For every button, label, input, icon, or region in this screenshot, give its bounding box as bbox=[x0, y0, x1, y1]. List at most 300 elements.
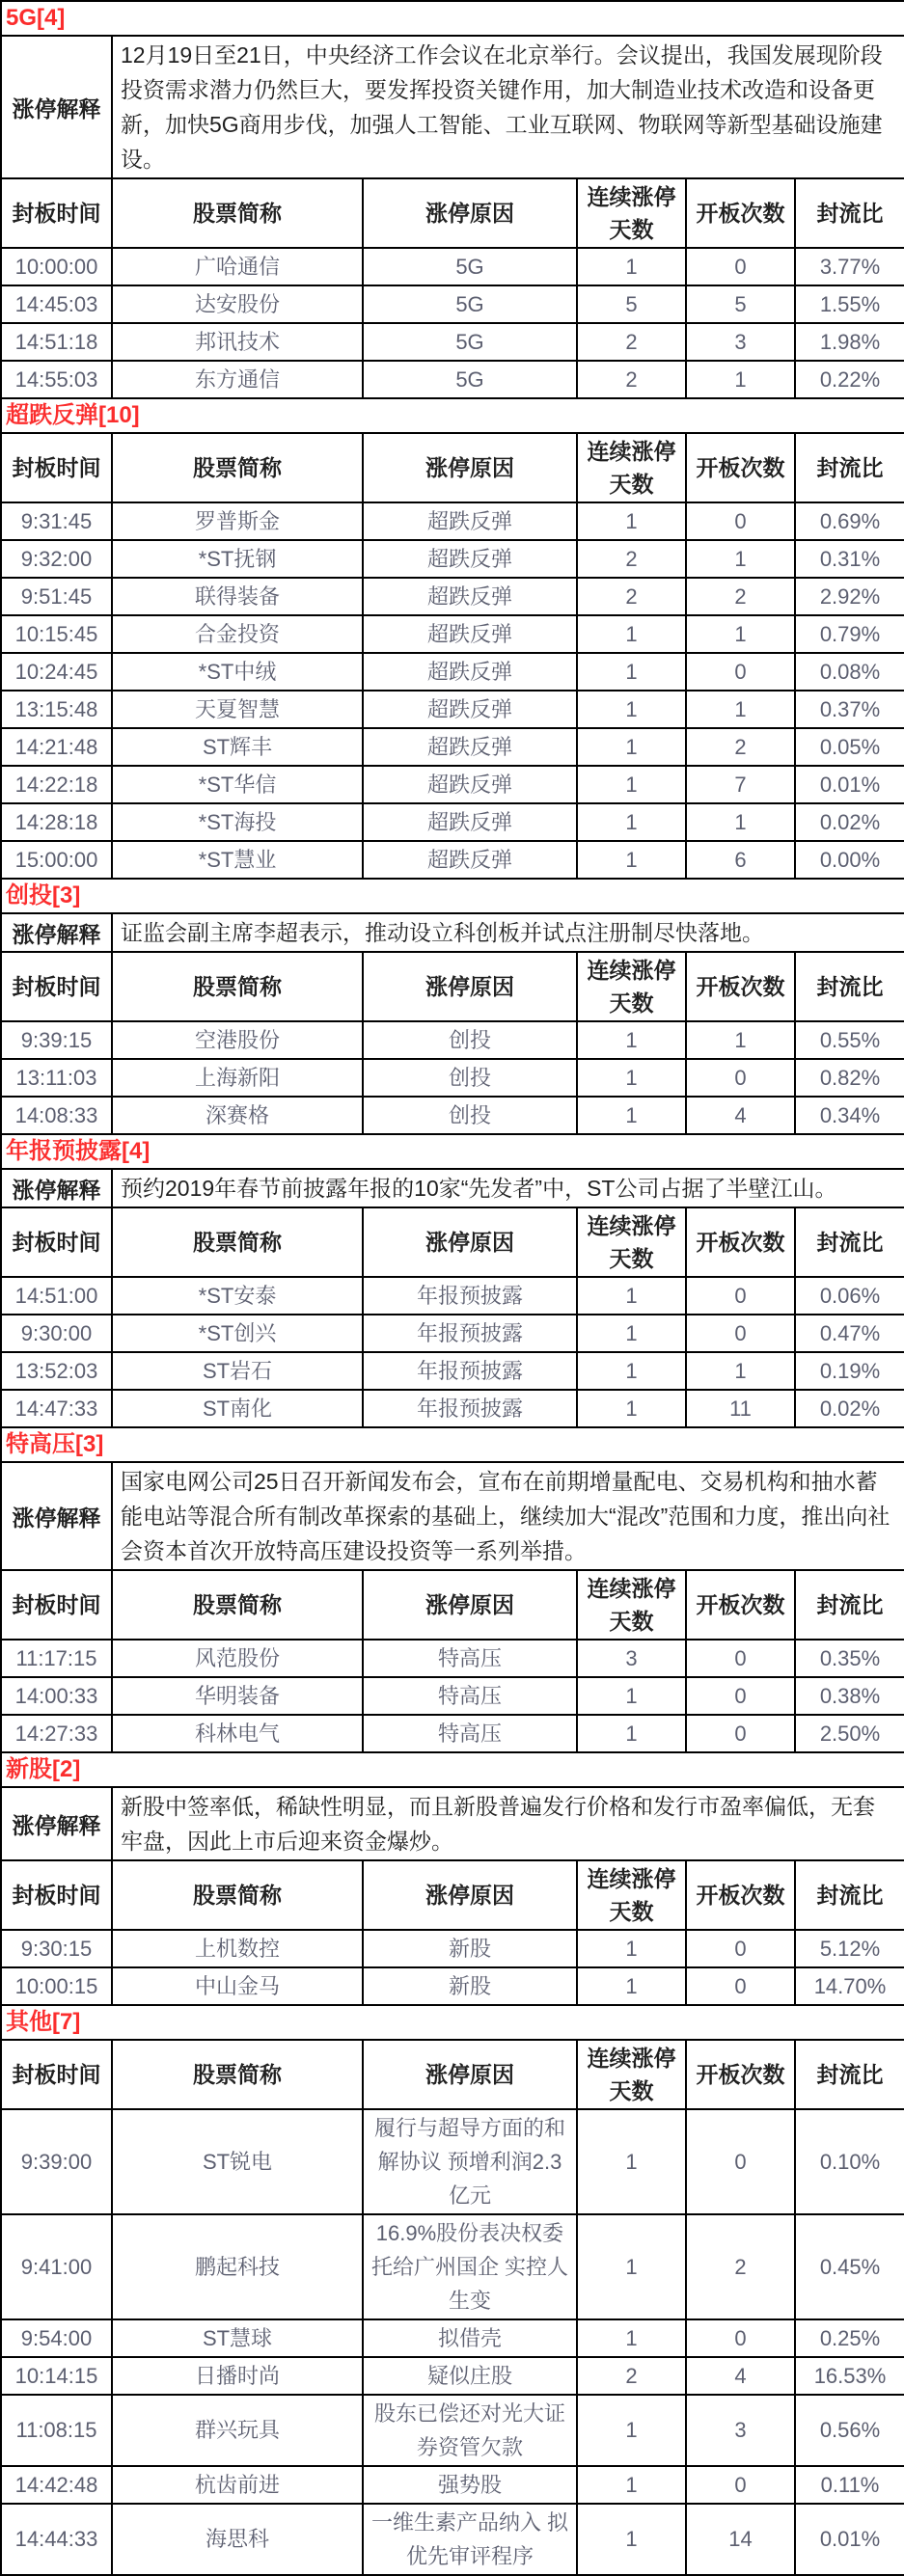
seal-time: 14:44:33 bbox=[1, 2504, 112, 2575]
seal-flow-ratio: 16.53% bbox=[795, 2357, 904, 2395]
consecutive-days: 1 bbox=[577, 248, 686, 285]
open-count: 1 bbox=[686, 1021, 795, 1059]
seal-time: 9:32:00 bbox=[1, 540, 112, 578]
seal-flow-ratio: 0.08% bbox=[795, 653, 904, 691]
consecutive-days: 5 bbox=[577, 285, 686, 323]
stock-name: ST辉丰 bbox=[112, 728, 363, 766]
limit-up-reason: 年报预披露 bbox=[363, 1352, 577, 1390]
consecutive-days: 2 bbox=[577, 323, 686, 361]
explanation-row bbox=[1, 1169, 904, 1207]
consecutive-days: 2 bbox=[577, 540, 686, 578]
section-title-row bbox=[1, 1752, 904, 1787]
seal-time: 14:08:33 bbox=[1, 1097, 112, 1134]
consecutive-days: 2 bbox=[577, 361, 686, 398]
seal-flow-ratio: 0.01% bbox=[795, 766, 904, 803]
column-header: 封流比 bbox=[795, 433, 904, 502]
column-header: 涨停原因 bbox=[363, 2040, 577, 2109]
seal-flow-ratio: 0.55% bbox=[795, 1021, 904, 1059]
explanation-row bbox=[1, 1462, 904, 1570]
seal-time: 9:39:15 bbox=[1, 1021, 112, 1059]
column-header: 连续涨停天数 bbox=[577, 1207, 686, 1277]
section-title-row bbox=[1, 879, 904, 913]
explanation-row bbox=[1, 913, 904, 952]
stock-name: 上海新阳 bbox=[112, 1059, 363, 1097]
consecutive-days: 1 bbox=[577, 803, 686, 841]
consecutive-days: 1 bbox=[577, 1352, 686, 1390]
column-header: 封板时间 bbox=[1, 178, 112, 248]
column-header-row bbox=[1, 2040, 904, 2109]
explanation-label: 涨停解释 bbox=[1, 1787, 112, 1860]
table-row bbox=[1, 1021, 904, 1059]
column-header: 连续涨停天数 bbox=[577, 952, 686, 1021]
limit-up-reason: 创投 bbox=[363, 1059, 577, 1097]
table-row bbox=[1, 615, 904, 653]
column-header-row bbox=[1, 952, 904, 1021]
stock-name: 邦讯技术 bbox=[112, 323, 363, 361]
limit-up-reason: 强势股 bbox=[363, 2466, 577, 2504]
table-row bbox=[1, 248, 904, 285]
stock-name: 合金投资 bbox=[112, 615, 363, 653]
consecutive-days: 1 bbox=[577, 2504, 686, 2575]
seal-flow-ratio: 0.22% bbox=[795, 361, 904, 398]
seal-flow-ratio: 0.34% bbox=[795, 1097, 904, 1134]
section-title-row bbox=[1, 1134, 904, 1169]
open-count: 0 bbox=[686, 248, 795, 285]
column-header: 涨停原因 bbox=[363, 178, 577, 248]
consecutive-days: 2 bbox=[577, 578, 686, 615]
column-header-row bbox=[1, 1207, 904, 1277]
stock-name: 海思科 bbox=[112, 2504, 363, 2575]
table-row bbox=[1, 1640, 904, 1677]
limit-up-reason: 新股 bbox=[363, 1930, 577, 1967]
limit-up-reason: 超跌反弹 bbox=[363, 653, 577, 691]
limit-up-reason: 新股 bbox=[363, 1967, 577, 2005]
seal-flow-ratio: 1.98% bbox=[795, 323, 904, 361]
explanation-label: 涨停解释 bbox=[1, 36, 112, 178]
limit-up-reason: 一维生素产品纳入 拟优先审评程序 bbox=[363, 2504, 577, 2575]
table-row bbox=[1, 2109, 904, 2214]
consecutive-days: 1 bbox=[577, 502, 686, 540]
seal-flow-ratio: 2.50% bbox=[795, 1715, 904, 1752]
stock-name: ST锐电 bbox=[112, 2109, 363, 2214]
stock-name: ST慧球 bbox=[112, 2319, 363, 2357]
explanation-label: 涨停解释 bbox=[1, 913, 112, 952]
section-title-row bbox=[1, 2005, 904, 2040]
seal-time: 14:45:03 bbox=[1, 285, 112, 323]
open-count: 0 bbox=[686, 1640, 795, 1677]
column-header: 封流比 bbox=[795, 1570, 904, 1640]
seal-flow-ratio: 1.55% bbox=[795, 285, 904, 323]
open-count: 7 bbox=[686, 766, 795, 803]
open-count: 2 bbox=[686, 728, 795, 766]
seal-flow-ratio: 0.47% bbox=[795, 1315, 904, 1352]
limit-up-reason: 16.9%股份表决权委托给广州国企 实控人生变 bbox=[363, 2214, 577, 2319]
seal-time: 13:15:48 bbox=[1, 691, 112, 728]
limit-up-reason: 超跌反弹 bbox=[363, 502, 577, 540]
consecutive-days: 1 bbox=[577, 2319, 686, 2357]
column-header: 连续涨停天数 bbox=[577, 178, 686, 248]
section-title: 创投[3] bbox=[1, 879, 904, 913]
consecutive-days: 1 bbox=[577, 1930, 686, 1967]
limit-up-reason: 超跌反弹 bbox=[363, 728, 577, 766]
seal-time: 11:08:15 bbox=[1, 2395, 112, 2466]
limit-up-reason: 超跌反弹 bbox=[363, 766, 577, 803]
stock-name: 上机数控 bbox=[112, 1930, 363, 1967]
seal-flow-ratio: 5.12% bbox=[795, 1930, 904, 1967]
limit-up-reason: 5G bbox=[363, 361, 577, 398]
column-header: 封流比 bbox=[795, 952, 904, 1021]
stock-name: 联得装备 bbox=[112, 578, 363, 615]
seal-time: 9:41:00 bbox=[1, 2214, 112, 2319]
explanation-text: 新股中签率低，稀缺性明显，而且新股普遍发行价格和发行市盈率偏低，无套牢盘，因此上市后迎来资金爆炒。 bbox=[112, 1787, 904, 1860]
section-title: 其他[7] bbox=[1, 2005, 904, 2040]
table-row bbox=[1, 2357, 904, 2395]
table-row bbox=[1, 1930, 904, 1967]
seal-time: 13:11:03 bbox=[1, 1059, 112, 1097]
table-row bbox=[1, 285, 904, 323]
table-row bbox=[1, 540, 904, 578]
seal-flow-ratio: 0.25% bbox=[795, 2319, 904, 2357]
section-title-row bbox=[1, 1427, 904, 1462]
table-row bbox=[1, 1352, 904, 1390]
limit-up-reason: 5G bbox=[363, 248, 577, 285]
stock-name: 鹏起科技 bbox=[112, 2214, 363, 2319]
consecutive-days: 1 bbox=[577, 1097, 686, 1134]
limit-up-reason: 特高压 bbox=[363, 1715, 577, 1752]
stock-name: 日播时尚 bbox=[112, 2357, 363, 2395]
table-row bbox=[1, 2214, 904, 2319]
consecutive-days: 2 bbox=[577, 2357, 686, 2395]
seal-time: 14:55:03 bbox=[1, 361, 112, 398]
limit-up-reason: 超跌反弹 bbox=[363, 540, 577, 578]
stock-name: *ST海投 bbox=[112, 803, 363, 841]
table-row bbox=[1, 841, 904, 879]
stock-name: 中山金马 bbox=[112, 1967, 363, 2005]
consecutive-days: 3 bbox=[577, 1640, 686, 1677]
seal-flow-ratio: 0.06% bbox=[795, 1277, 904, 1315]
column-header: 股票简称 bbox=[112, 433, 363, 502]
seal-time: 14:27:33 bbox=[1, 1715, 112, 1752]
table-row bbox=[1, 1715, 904, 1752]
limit-up-reason: 超跌反弹 bbox=[363, 578, 577, 615]
limit-up-reason: 创投 bbox=[363, 1021, 577, 1059]
stock-name: *ST安泰 bbox=[112, 1277, 363, 1315]
consecutive-days: 1 bbox=[577, 1277, 686, 1315]
seal-time: 15:00:00 bbox=[1, 841, 112, 879]
limit-up-reason: 履行与超导方面的和解协议 预增利润2.3亿元 bbox=[363, 2109, 577, 2214]
consecutive-days: 1 bbox=[577, 2109, 686, 2214]
open-count: 3 bbox=[686, 2395, 795, 2466]
column-header: 股票简称 bbox=[112, 2040, 363, 2109]
column-header: 开板次数 bbox=[686, 1570, 795, 1640]
stock-name: *ST创兴 bbox=[112, 1315, 363, 1352]
seal-time: 10:24:45 bbox=[1, 653, 112, 691]
open-count: 4 bbox=[686, 2357, 795, 2395]
open-count: 0 bbox=[686, 1715, 795, 1752]
seal-flow-ratio: 0.31% bbox=[795, 540, 904, 578]
table-row bbox=[1, 2504, 904, 2575]
stock-name: 群兴玩具 bbox=[112, 2395, 363, 2466]
stock-name: 广哈通信 bbox=[112, 248, 363, 285]
stock-name: *ST慧业 bbox=[112, 841, 363, 879]
seal-flow-ratio: 0.02% bbox=[795, 1390, 904, 1427]
table-row bbox=[1, 766, 904, 803]
consecutive-days: 1 bbox=[577, 728, 686, 766]
explanation-text: 国家电网公司25日召开新闻发布会，宣布在前期增量配电、交易机构和抽水蓄能电站等混合所有制改革探索的基础上，继续加大“混改”范围和力度，推出向社会资本首次开放特高压建设投资等一系列举措。 bbox=[112, 1462, 904, 1570]
seal-flow-ratio: 0.37% bbox=[795, 691, 904, 728]
open-count: 1 bbox=[686, 1352, 795, 1390]
open-count: 3 bbox=[686, 323, 795, 361]
report-table-body bbox=[1, 1, 904, 2575]
table-row bbox=[1, 323, 904, 361]
open-count: 1 bbox=[686, 361, 795, 398]
stock-name: 达安股份 bbox=[112, 285, 363, 323]
stock-name: ST南化 bbox=[112, 1390, 363, 1427]
column-header: 涨停原因 bbox=[363, 433, 577, 502]
open-count: 0 bbox=[686, 1277, 795, 1315]
table-row bbox=[1, 1097, 904, 1134]
seal-time: 14:47:33 bbox=[1, 1390, 112, 1427]
seal-flow-ratio: 0.79% bbox=[795, 615, 904, 653]
table-row bbox=[1, 2319, 904, 2357]
seal-time: 10:00:00 bbox=[1, 248, 112, 285]
column-header: 封板时间 bbox=[1, 1860, 112, 1930]
stock-name: ST岩石 bbox=[112, 1352, 363, 1390]
limit-up-reason: 超跌反弹 bbox=[363, 803, 577, 841]
open-count: 0 bbox=[686, 2319, 795, 2357]
consecutive-days: 1 bbox=[577, 1315, 686, 1352]
open-count: 4 bbox=[686, 1097, 795, 1134]
open-count: 0 bbox=[686, 1315, 795, 1352]
seal-flow-ratio: 0.82% bbox=[795, 1059, 904, 1097]
seal-time: 10:00:15 bbox=[1, 1967, 112, 2005]
consecutive-days: 1 bbox=[577, 653, 686, 691]
seal-time: 9:54:00 bbox=[1, 2319, 112, 2357]
seal-flow-ratio: 0.69% bbox=[795, 502, 904, 540]
column-header: 连续涨停天数 bbox=[577, 1860, 686, 1930]
open-count: 11 bbox=[686, 1390, 795, 1427]
column-header: 封流比 bbox=[795, 178, 904, 248]
seal-flow-ratio: 2.92% bbox=[795, 578, 904, 615]
table-row bbox=[1, 1277, 904, 1315]
seal-time: 9:51:45 bbox=[1, 578, 112, 615]
limit-up-reason: 年报预披露 bbox=[363, 1315, 577, 1352]
column-header: 连续涨停天数 bbox=[577, 1570, 686, 1640]
stock-name: 天夏智慧 bbox=[112, 691, 363, 728]
table-row bbox=[1, 2395, 904, 2466]
table-row bbox=[1, 1059, 904, 1097]
seal-time: 14:42:48 bbox=[1, 2466, 112, 2504]
seal-flow-ratio: 0.01% bbox=[795, 2504, 904, 2575]
column-header: 股票简称 bbox=[112, 1570, 363, 1640]
explanation-label: 涨停解释 bbox=[1, 1462, 112, 1570]
column-header: 封流比 bbox=[795, 1207, 904, 1277]
open-count: 0 bbox=[686, 1059, 795, 1097]
stock-name: 华明装备 bbox=[112, 1677, 363, 1715]
consecutive-days: 1 bbox=[577, 766, 686, 803]
column-header: 涨停原因 bbox=[363, 1207, 577, 1277]
open-count: 0 bbox=[686, 1677, 795, 1715]
stock-name: *ST华信 bbox=[112, 766, 363, 803]
open-count: 14 bbox=[686, 2504, 795, 2575]
explanation-text: 12月19日至21日，中央经济工作会议在北京举行。会议提出，我国发展现阶段投资需求潜力仍然巨大，要发挥投资关键作用，加大制造业技术改造和设备更新，加快5G商用步伐，加强人工智能、工业互联网、物联网等新型基础设施建设。 bbox=[112, 36, 904, 178]
section-title-row bbox=[1, 1, 904, 36]
column-header: 涨停原因 bbox=[363, 1860, 577, 1930]
open-count: 2 bbox=[686, 2214, 795, 2319]
seal-flow-ratio: 0.56% bbox=[795, 2395, 904, 2466]
seal-flow-ratio: 3.77% bbox=[795, 248, 904, 285]
column-header: 开板次数 bbox=[686, 178, 795, 248]
explanation-label: 涨停解释 bbox=[1, 1169, 112, 1207]
column-header: 开板次数 bbox=[686, 1207, 795, 1277]
section-title: 特高压[3] bbox=[1, 1427, 904, 1462]
stock-name: *ST中绒 bbox=[112, 653, 363, 691]
limit-up-reason: 疑似庄股 bbox=[363, 2357, 577, 2395]
limit-up-reason: 特高压 bbox=[363, 1677, 577, 1715]
column-header: 封板时间 bbox=[1, 2040, 112, 2109]
open-count: 1 bbox=[686, 615, 795, 653]
seal-flow-ratio: 14.70% bbox=[795, 1967, 904, 2005]
column-header-row bbox=[1, 433, 904, 502]
open-count: 5 bbox=[686, 285, 795, 323]
seal-time: 14:28:18 bbox=[1, 803, 112, 841]
stock-name: 风范股份 bbox=[112, 1640, 363, 1677]
column-header-row bbox=[1, 178, 904, 248]
stock-name: 罗普斯金 bbox=[112, 502, 363, 540]
seal-flow-ratio: 0.11% bbox=[795, 2466, 904, 2504]
open-count: 1 bbox=[686, 540, 795, 578]
open-count: 0 bbox=[686, 653, 795, 691]
table-row bbox=[1, 361, 904, 398]
stock-name: *ST抚钢 bbox=[112, 540, 363, 578]
column-header: 封流比 bbox=[795, 2040, 904, 2109]
column-header: 连续涨停天数 bbox=[577, 2040, 686, 2109]
open-count: 2 bbox=[686, 578, 795, 615]
section-title: 超跌反弹[10] bbox=[1, 398, 904, 433]
seal-time: 9:39:00 bbox=[1, 2109, 112, 2214]
table-row bbox=[1, 691, 904, 728]
consecutive-days: 1 bbox=[577, 1390, 686, 1427]
open-count: 0 bbox=[686, 502, 795, 540]
seal-flow-ratio: 0.38% bbox=[795, 1677, 904, 1715]
limit-up-reason: 年报预披露 bbox=[363, 1390, 577, 1427]
seal-flow-ratio: 0.19% bbox=[795, 1352, 904, 1390]
column-header: 开板次数 bbox=[686, 952, 795, 1021]
consecutive-days: 1 bbox=[577, 615, 686, 653]
explanation-text: 证监会副主席李超表示，推动设立科创板并试点注册制尽快落地。 bbox=[112, 913, 904, 952]
column-header: 股票简称 bbox=[112, 178, 363, 248]
seal-time: 9:31:45 bbox=[1, 502, 112, 540]
column-header: 股票简称 bbox=[112, 1860, 363, 1930]
seal-time: 9:30:15 bbox=[1, 1930, 112, 1967]
column-header: 涨停原因 bbox=[363, 1570, 577, 1640]
column-header: 股票简称 bbox=[112, 952, 363, 1021]
column-header: 封流比 bbox=[795, 1860, 904, 1930]
limit-up-reason: 拟借壳 bbox=[363, 2319, 577, 2357]
open-count: 6 bbox=[686, 841, 795, 879]
column-header-row bbox=[1, 1570, 904, 1640]
consecutive-days: 1 bbox=[577, 691, 686, 728]
limit-up-reason: 创投 bbox=[363, 1097, 577, 1134]
limit-up-reason: 超跌反弹 bbox=[363, 615, 577, 653]
table-row bbox=[1, 578, 904, 615]
table-row bbox=[1, 803, 904, 841]
open-count: 0 bbox=[686, 1930, 795, 1967]
seal-flow-ratio: 0.05% bbox=[795, 728, 904, 766]
limit-up-reason: 超跌反弹 bbox=[363, 841, 577, 879]
consecutive-days: 1 bbox=[577, 1059, 686, 1097]
limit-up-reason: 年报预披露 bbox=[363, 1277, 577, 1315]
seal-time: 14:21:48 bbox=[1, 728, 112, 766]
seal-flow-ratio: 0.45% bbox=[795, 2214, 904, 2319]
open-count: 0 bbox=[686, 1967, 795, 2005]
open-count: 0 bbox=[686, 2109, 795, 2214]
consecutive-days: 1 bbox=[577, 2395, 686, 2466]
column-header: 股票简称 bbox=[112, 1207, 363, 1277]
section-title-row bbox=[1, 398, 904, 433]
open-count: 0 bbox=[686, 2466, 795, 2504]
table-row bbox=[1, 728, 904, 766]
consecutive-days: 1 bbox=[577, 1021, 686, 1059]
explanation-row bbox=[1, 36, 904, 178]
limit-up-reason: 5G bbox=[363, 285, 577, 323]
seal-flow-ratio: 0.35% bbox=[795, 1640, 904, 1677]
section-title: 年报预披露[4] bbox=[1, 1134, 904, 1169]
seal-flow-ratio: 0.02% bbox=[795, 803, 904, 841]
limit-up-reason: 5G bbox=[363, 323, 577, 361]
open-count: 1 bbox=[686, 691, 795, 728]
seal-time: 10:14:15 bbox=[1, 2357, 112, 2395]
column-header: 连续涨停天数 bbox=[577, 433, 686, 502]
column-header: 封板时间 bbox=[1, 1570, 112, 1640]
column-header-row bbox=[1, 1860, 904, 1930]
explanation-row bbox=[1, 1787, 904, 1860]
table-row bbox=[1, 1677, 904, 1715]
column-header: 封板时间 bbox=[1, 952, 112, 1021]
seal-time: 14:00:33 bbox=[1, 1677, 112, 1715]
column-header: 封板时间 bbox=[1, 1207, 112, 1277]
seal-time: 14:22:18 bbox=[1, 766, 112, 803]
seal-time: 9:30:00 bbox=[1, 1315, 112, 1352]
column-header: 开板次数 bbox=[686, 1860, 795, 1930]
table-row bbox=[1, 1315, 904, 1352]
consecutive-days: 1 bbox=[577, 1677, 686, 1715]
table-row bbox=[1, 653, 904, 691]
limit-up-reason: 股东已偿还对光大证券资管欠款 bbox=[363, 2395, 577, 2466]
seal-time: 14:51:18 bbox=[1, 323, 112, 361]
table-row bbox=[1, 1967, 904, 2005]
consecutive-days: 1 bbox=[577, 2214, 686, 2319]
seal-flow-ratio: 0.00% bbox=[795, 841, 904, 879]
column-header: 涨停原因 bbox=[363, 952, 577, 1021]
table-row bbox=[1, 1390, 904, 1427]
stock-name: 空港股份 bbox=[112, 1021, 363, 1059]
seal-time: 13:52:03 bbox=[1, 1352, 112, 1390]
consecutive-days: 1 bbox=[577, 2466, 686, 2504]
open-count: 1 bbox=[686, 803, 795, 841]
stock-name: 深赛格 bbox=[112, 1097, 363, 1134]
table-row bbox=[1, 2466, 904, 2504]
stock-name: 科林电气 bbox=[112, 1715, 363, 1752]
section-title: 新股[2] bbox=[1, 1752, 904, 1787]
section-title: 5G[4] bbox=[1, 1, 904, 36]
explanation-text: 预约2019年春节前披露年报的10家“先发者”中，ST公司占据了半壁江山。 bbox=[112, 1169, 904, 1207]
seal-flow-ratio: 0.10% bbox=[795, 2109, 904, 2214]
column-header: 开板次数 bbox=[686, 433, 795, 502]
consecutive-days: 1 bbox=[577, 1967, 686, 2005]
consecutive-days: 1 bbox=[577, 1715, 686, 1752]
limit-up-reason: 特高压 bbox=[363, 1640, 577, 1677]
